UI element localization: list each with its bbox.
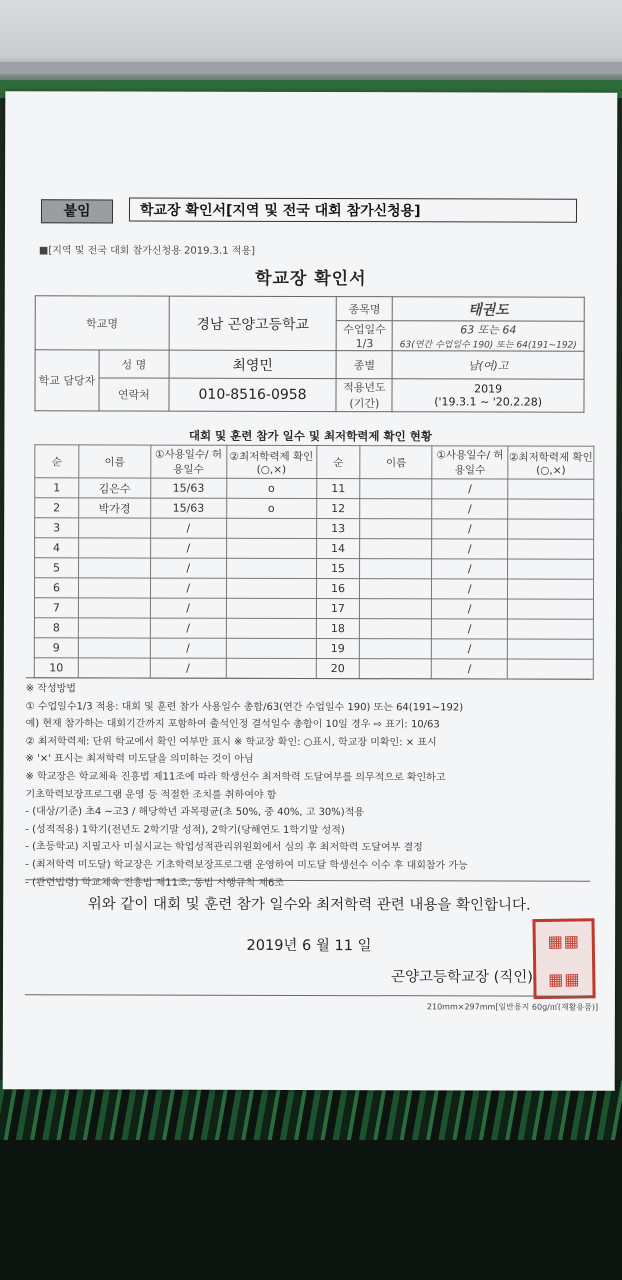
page-title: 학교장 확인서 xyxy=(255,268,367,290)
row-days-2: / xyxy=(432,559,508,579)
col-days: ①사용일수/ 허용일수 xyxy=(151,445,227,478)
event-value: 태권도 xyxy=(393,297,585,322)
instruction-line: 기초학력보장프로그램 운영 등 적절한 조치를 취하여야 함 xyxy=(25,788,277,801)
row-days-2: / xyxy=(432,499,508,519)
row-name xyxy=(78,638,150,658)
instruction-line: - (초등학교) 지필고사 미실시교는 학업성적관리위원회에서 심의 후 최저학력 도달여부 결정 xyxy=(25,841,423,854)
row-days-2: / xyxy=(432,539,508,559)
row-no: 3 xyxy=(35,518,79,538)
col-check-2: ②최저학력제 확인(○,×) xyxy=(508,446,594,479)
row-no-2: 12 xyxy=(316,499,360,519)
table-row xyxy=(35,478,594,499)
row-name-2 xyxy=(360,499,432,519)
row-check-2 xyxy=(507,619,593,639)
issue-date: 2019년 6 월 11 일 xyxy=(246,937,372,955)
row-name xyxy=(78,558,150,578)
row-check-2 xyxy=(508,499,594,519)
row-no: 10 xyxy=(34,658,78,678)
row-no-2: 19 xyxy=(316,639,360,659)
gender-label: 종별 xyxy=(336,351,392,379)
row-no-2: 14 xyxy=(316,539,360,559)
table-row xyxy=(35,498,594,519)
row-no: 6 xyxy=(34,578,78,598)
divider-top xyxy=(26,677,591,679)
table-row xyxy=(34,578,593,599)
row-name-2 xyxy=(360,619,432,639)
row-name-2 xyxy=(360,599,432,619)
row-no: 1 xyxy=(35,478,79,498)
period-value: ('19.3.1 ~ '20.2.28) xyxy=(434,395,543,409)
row-days: / xyxy=(150,578,226,598)
window-rail xyxy=(0,62,622,74)
row-no-2: 13 xyxy=(316,519,360,539)
col-no: 순 xyxy=(35,445,79,478)
row-no: 2 xyxy=(35,498,79,518)
instruction-line: - (대상/기준) 초4 ~고3 / 해당학년 과목평균(초 50%, 중 40%, 고 30%)적용 xyxy=(25,806,365,819)
row-check: o xyxy=(226,498,316,518)
col-name: 이름 xyxy=(79,445,151,478)
row-check xyxy=(226,658,316,678)
row-check xyxy=(226,558,316,578)
col-name-2: 이름 xyxy=(360,446,432,479)
row-days-2: / xyxy=(432,619,508,639)
days-value-main: 63 또는 64 xyxy=(460,323,517,337)
instruction-line: - (성적적용) 1학기(전년도 2학기말 성적), 2학기(당해연도 1학기말 성적) xyxy=(25,824,345,836)
row-no-2: 16 xyxy=(316,579,360,599)
confirmation-statement: 위와 같이 대회 및 훈련 참가 일수와 최저학력 관련 내용을 확인합니다. xyxy=(87,896,531,914)
record-table xyxy=(34,444,595,679)
row-no-2: 20 xyxy=(316,659,360,679)
row-no: 5 xyxy=(35,558,79,578)
row-days: / xyxy=(150,658,226,678)
row-check-2 xyxy=(508,599,594,619)
row-check-2 xyxy=(508,579,594,599)
table-row xyxy=(35,558,594,579)
seal-pattern: ▦▦ xyxy=(547,931,581,951)
days-value xyxy=(392,321,584,352)
row-name xyxy=(78,598,150,618)
row-name xyxy=(79,518,151,538)
name-label: 성 명 xyxy=(99,350,169,378)
row-days-2: / xyxy=(432,659,508,679)
row-check xyxy=(226,518,316,538)
col-check: ②최저학력제 확인(○,×) xyxy=(226,445,316,478)
table-row xyxy=(34,598,593,619)
row-check-2 xyxy=(507,639,593,659)
row-no: 8 xyxy=(34,618,78,638)
row-no-2: 18 xyxy=(316,619,360,639)
row-name-2 xyxy=(360,659,432,679)
col-days-2: ①사용일수/ 허용일수 xyxy=(432,446,508,479)
row-check-2 xyxy=(508,519,594,539)
row-no-2: 15 xyxy=(316,559,360,579)
table-row xyxy=(34,638,593,659)
event-label: 종목명 xyxy=(337,297,393,321)
row-name-2 xyxy=(360,639,432,659)
row-name-2 xyxy=(360,579,432,599)
row-name-2 xyxy=(360,479,432,499)
row-check xyxy=(226,538,316,558)
instruction-line: 예) 현재 참가하는 대회기간까지 포함하여 출석인정 결석일수 총합이 10일 경우 ⇨ 표기: 10/63 xyxy=(25,718,440,731)
row-check xyxy=(226,618,316,638)
row-check-2 xyxy=(508,539,594,559)
school-label: 학교명 xyxy=(35,296,169,350)
contact-label: 연락처 xyxy=(99,378,169,411)
row-days: 15/63 xyxy=(151,478,227,498)
days-label: 수업일수 1/3 xyxy=(337,321,393,351)
contact-value: 010-8516-0958 xyxy=(169,378,337,411)
year-value-cell xyxy=(392,379,584,413)
name-value: 최영민 xyxy=(169,350,337,378)
row-name xyxy=(78,618,150,638)
table-row xyxy=(35,518,594,539)
row-check xyxy=(226,578,316,598)
days-value-detail: 63(연간 수업일수 190) 또는 64(191~192) xyxy=(399,340,577,351)
row-no: 4 xyxy=(35,538,79,558)
seal-pattern-lower: ▦▦ xyxy=(548,969,581,989)
instruction-line: ※ '×' 표시는 최저학력 미도달을 의미하는 것이 아님 xyxy=(25,753,254,766)
school-value: 경남 곤양고등학교 xyxy=(169,296,337,350)
row-days-2: / xyxy=(432,519,508,539)
manager-label: 학교 담당자 xyxy=(35,350,99,411)
row-check-2 xyxy=(508,479,594,499)
row-days-2: / xyxy=(432,599,508,619)
col-no-2: 순 xyxy=(316,446,360,479)
row-name xyxy=(79,538,151,558)
row-days: / xyxy=(150,538,226,558)
table-row xyxy=(34,618,593,639)
row-days: / xyxy=(150,518,226,538)
record-rows xyxy=(34,478,594,679)
row-name xyxy=(78,578,150,598)
instruction-line: - (최저학력 미도달) 학교장은 기초학력보장프로그램 운영하여 미도달 학생선수 이수 후 대회참가 가능 xyxy=(25,859,468,872)
row-no-2: 11 xyxy=(316,479,360,499)
row-check: o xyxy=(226,478,316,498)
background-top xyxy=(0,0,622,95)
row-check xyxy=(226,598,316,618)
row-name: 박가경 xyxy=(79,498,151,518)
table-row xyxy=(35,538,594,559)
row-no-2: 17 xyxy=(316,599,360,619)
row-name: 김은수 xyxy=(79,478,151,498)
paper-spec: 210mm×297mm[일반용지 60g/㎡(재활용품)] xyxy=(426,1002,599,1012)
record-title: 대회 및 훈련 참가 일수 및 최저학력제 확인 현황 xyxy=(188,428,432,444)
principal-signature: 곤양고등학교장 (직인) xyxy=(390,969,534,986)
row-days: / xyxy=(150,638,226,658)
instruction-line: - (관련법령) 학교체육 진흥법 제11조, 동법 시행규칙 제6조 xyxy=(25,876,285,889)
row-days-2: / xyxy=(432,639,508,659)
row-name-2 xyxy=(360,519,432,539)
row-no: 7 xyxy=(34,598,78,618)
gender-value: 남(여)고 xyxy=(392,351,584,380)
document-page xyxy=(3,91,618,1091)
applicability-note: ■[지역 및 전국 대회 참가신청용 2019.3.1 적용] xyxy=(38,245,256,257)
instruction-line: ※ 작성방법 xyxy=(25,683,76,695)
row-days: / xyxy=(150,618,226,638)
background-bottom xyxy=(0,1080,622,1280)
row-days: / xyxy=(150,558,226,578)
divider-footer xyxy=(25,994,590,996)
attachment-badge: 붙임 xyxy=(41,199,113,223)
official-seal xyxy=(532,918,595,999)
row-name-2 xyxy=(360,539,432,559)
row-no: 9 xyxy=(34,638,78,658)
row-check-2 xyxy=(508,559,594,579)
row-name xyxy=(78,658,150,678)
instruction-line: ② 최저학력제: 단위 학교에서 확인 여부만 표시 ※ 학교장 확인: ○표시, 학교장 미확인: × 표시 xyxy=(25,736,437,749)
row-days-2: / xyxy=(432,479,508,499)
year-value: 2019 xyxy=(474,382,503,396)
instruction-line: ① 수업일수1/3 적용: 대회 및 훈련 참가 사용일수 총합/63(연간 수업일수 190) 또는 64(191~192) xyxy=(25,700,464,713)
header-table xyxy=(34,295,584,412)
year-label: 적용년도 (기간) xyxy=(336,379,392,412)
row-days-2: / xyxy=(432,579,508,599)
row-check xyxy=(226,638,316,658)
row-check-2 xyxy=(507,659,593,679)
instruction-line: ※ 학교장은 학교체육 진흥법 제11조에 따라 학생선수 최저학력 도달여부를 의무적으로 확인하고 xyxy=(25,771,446,784)
row-name-2 xyxy=(360,559,432,579)
row-days: / xyxy=(150,598,226,618)
instructions xyxy=(25,680,596,893)
table-row xyxy=(34,658,593,679)
document-heading: 학교장 확인서[지역 및 전국 대회 참가신청용] xyxy=(129,198,577,223)
row-days: 15/63 xyxy=(150,498,226,518)
